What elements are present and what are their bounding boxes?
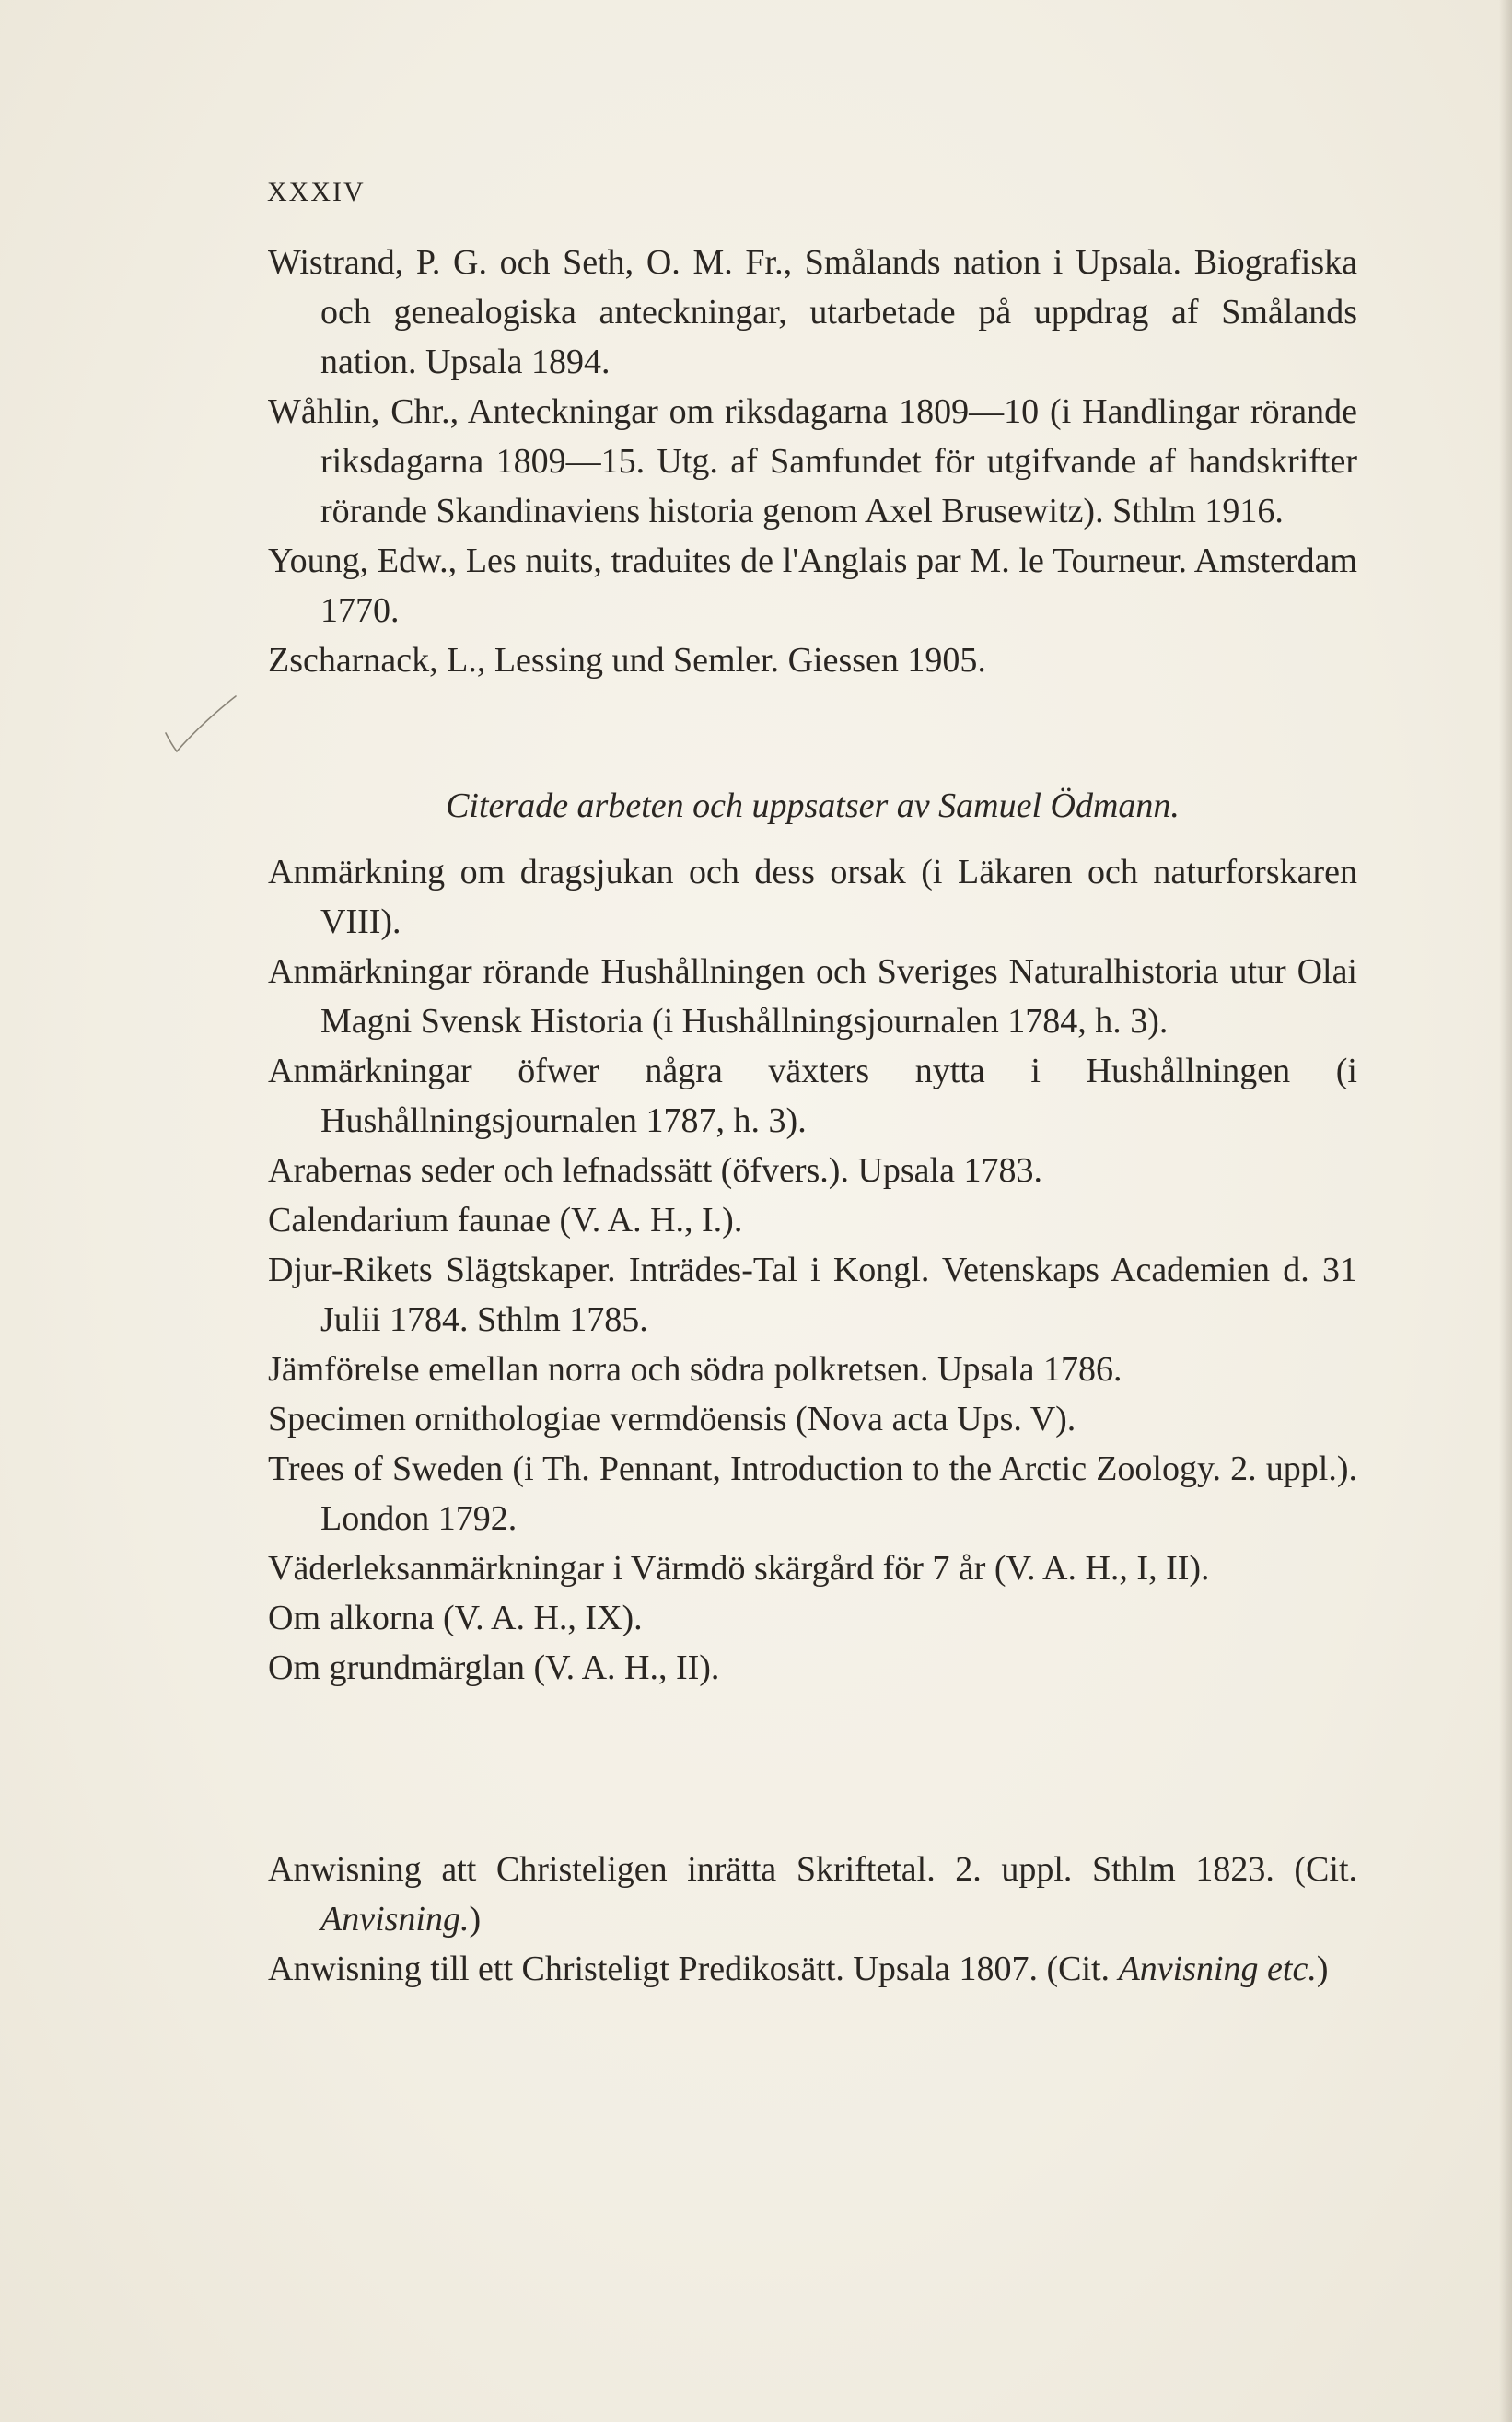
bibliography-entry: Om grundmärglan (V. A. H., II). xyxy=(268,1648,720,1687)
bibliography-section-2 xyxy=(268,847,1357,1693)
bibliography-entry: Väderleksanmärkningar i Värmdö skärgård för 7 år (V. A. H., I, II). xyxy=(268,1549,1210,1588)
entry-tail: ) xyxy=(469,1900,482,1939)
bibliography-entry: Anmärkningar öfwer några växters nytta i Hushållningen (i Hushållningsjournalen 1787, h. 3). xyxy=(268,1052,1357,1140)
entry-text: Anwisning till ett Christeligt Predikosätt. Upsala 1807. (Cit. xyxy=(268,1950,1119,1988)
pencil-checkmark-icon xyxy=(164,693,238,757)
bibliography-entry xyxy=(268,1944,1357,1994)
citation-abbreviation: Anvisning. xyxy=(320,1900,470,1939)
bibliography-section-3 xyxy=(268,1845,1357,1994)
bibliography-entry: Wåhlin, Chr., Anteckningar om riksdagarna 1809—10 (i Handlingar rörande riksdagarna 1809—15. Utg. af Samfundet för utgifvande af handskrifter rörande Skandinaviens historia genom Axel Brusewitz). Sthlm 1916. xyxy=(268,392,1357,530)
entry-text: Anwisning att Christeligen inrätta Skriftetal. 2. uppl. Sthlm 1823. (Cit. xyxy=(268,1850,1357,1889)
bibliography-entry: Wistrand, P. G. och Seth, O. M. Fr., Smålands nation i Upsala. Biografiska och genealogiska anteckningar, utarbetade på uppdrag af Smålands nation. Upsala 1894. xyxy=(268,243,1357,381)
page-edge xyxy=(1499,0,1512,2422)
bibliography-section-1 xyxy=(268,238,1357,685)
bibliography-entry: Arabernas seder och lefnadssätt (öfvers.). Upsala 1783. xyxy=(268,1151,1042,1190)
bibliography-entry: Trees of Sweden (i Th. Pennant, Introduction to the Arctic Zoology. 2. uppl.). London 1792. xyxy=(268,1450,1357,1538)
bibliography-entry: Djur-Rikets Slägtskaper. Inträdes-Tal i Kongl. Vetenskaps Academien d. 31 Julii 1784. Sthlm 1785. xyxy=(268,1251,1357,1339)
bibliography-entry: Specimen ornithologiae vermdöensis (Nova acta Ups. V). xyxy=(268,1400,1076,1438)
bibliography-entry: Anmärkning om dragsjukan och dess orsak (i Läkaren och naturforskaren VIII). xyxy=(268,853,1357,941)
entry-tail: ) xyxy=(1316,1950,1329,1988)
bibliography-entry: Calendarium faunae (V. A. H., I.). xyxy=(268,1201,743,1240)
page-number: XXXIV xyxy=(267,177,366,207)
bibliography-entry: Om alkorna (V. A. H., IX). xyxy=(268,1599,643,1637)
bibliography-entry: Zscharnack, L., Lessing und Semler. Giessen 1905. xyxy=(268,641,986,680)
bibliography-entry: Jämförelse emellan norra och södra polkretsen. Upsala 1786. xyxy=(268,1350,1122,1389)
bibliography-entry: Young, Edw., Les nuits, traduites de l'Anglais par M. le Tourneur. Amsterdam 1770. xyxy=(268,541,1357,630)
bibliography-entry: Anmärkningar rörande Hushållningen och Sveriges Naturalhistoria utur Olai Magni Svensk Historia (i Hushållningsjournalen 1784, h. 3). xyxy=(268,952,1357,1041)
citation-abbreviation: Anvisning etc. xyxy=(1118,1950,1317,1988)
bibliography-entry xyxy=(268,1845,1357,1944)
section-heading: Citerade arbeten och uppsatser av Samuel Ödmann. xyxy=(446,786,1180,825)
